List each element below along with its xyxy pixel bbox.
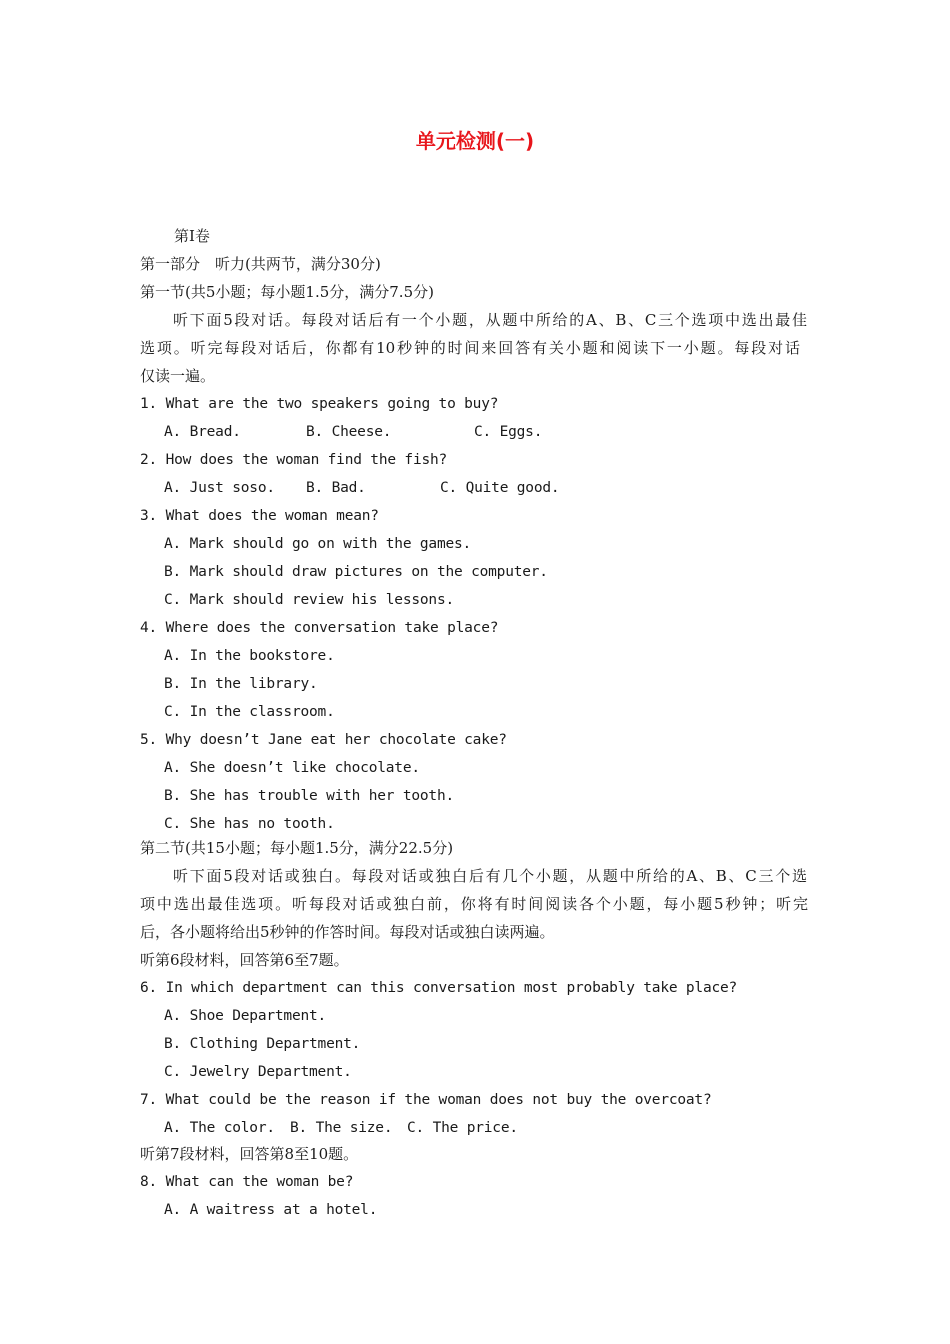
- question-6-option-a: A. Shoe Department.: [164, 1008, 327, 1024]
- question-3-option-b: B. Mark should draw pictures on the computer.: [164, 564, 548, 580]
- part1-heading: 第一部分 听力(共两节，满分30分): [140, 255, 381, 273]
- material-7-label: 听第7段材料，回答第8至10题。: [140, 1145, 359, 1163]
- question-6-option-c: C. Jewelry Department.: [164, 1064, 352, 1080]
- question-5: 5. Why doesn’t Jane eat her chocolate cake?: [140, 732, 507, 748]
- question-4-option-c: C. In the classroom.: [164, 704, 335, 720]
- option-c: C. Quite good.: [440, 480, 560, 496]
- document-title: 单元检测(一): [415, 129, 535, 153]
- option-b: B. Bad.: [306, 480, 366, 496]
- section2-instructions-line1: 听下面5段对话或独白。每段对话或独白后有几个小题，从题中所给的A、B、C三个选: [173, 867, 807, 885]
- section2-instructions-line2: 项中选出最佳选项。听每段对话或独白前，你将有时间阅读各个小题，每小题5秒钟；听完: [140, 895, 808, 913]
- material-6-label: 听第6段材料，回答第6至7题。: [140, 951, 349, 969]
- section2-heading: 第二节(共15小题；每小题1.5分，满分22.5分): [140, 839, 454, 857]
- question-7-options: [164, 1114, 836, 1142]
- question-5-option-c: C. She has no tooth.: [164, 816, 335, 832]
- section1-instructions-line3: 仅读一遍。: [140, 367, 216, 385]
- question-8-option-a: A. A waitress at a hotel.: [164, 1202, 378, 1218]
- question-2: 2. How does the woman find the fish?: [140, 452, 448, 468]
- option-b: B. The size.: [290, 1120, 393, 1136]
- question-3: 3. What does the woman mean?: [140, 508, 379, 524]
- section2-instructions-line3: 后，各小题将给出5秒钟的作答时间。每段对话或独白读两遍。: [140, 923, 555, 941]
- volume-label: 第Ⅰ卷: [174, 227, 210, 245]
- question-5-option-b: B. She has trouble with her tooth.: [164, 788, 455, 804]
- option-a: A. The color.: [164, 1120, 275, 1136]
- option-a: A. Just soso.: [164, 480, 275, 496]
- option-c: C. Eggs.: [474, 424, 543, 440]
- question-6-option-b: B. Clothing Department.: [164, 1036, 361, 1052]
- question-4-option-a: A. In the bookstore.: [164, 648, 335, 664]
- question-4: 4. Where does the conversation take place?: [140, 620, 499, 636]
- question-1-options: [164, 418, 836, 446]
- question-8: 8. What can the woman be?: [140, 1174, 354, 1190]
- question-4-option-b: B. In the library.: [164, 676, 318, 692]
- section1-instructions-line1: 听下面5段对话。每段对话后有一个小题，从题中所给的A、B、C三个选项中选出最佳: [173, 311, 807, 329]
- option-c: C. The price.: [407, 1120, 518, 1136]
- option-a: A. Bread.: [164, 424, 241, 440]
- option-b: B. Cheese.: [306, 424, 392, 440]
- question-2-options: [164, 474, 836, 502]
- question-7: 7. What could be the reason if the woman does not buy the overcoat?: [140, 1092, 712, 1108]
- question-6: 6. In which department can this conversation most probably take place?: [140, 980, 738, 996]
- question-1: 1. What are the two speakers going to buy?: [140, 396, 499, 412]
- question-3-option-a: A. Mark should go on with the games.: [164, 536, 472, 552]
- question-5-option-a: A. She doesn’t like chocolate.: [164, 760, 420, 776]
- question-3-option-c: C. Mark should review his lessons.: [164, 592, 455, 608]
- section1-heading: 第一节(共5小题；每小题1.5分，满分7.5分): [140, 283, 434, 301]
- section1-instructions-line2: 选项。听完每段对话后，你都有10秒钟的时间来回答有关小题和阅读下一小题。每段对话: [140, 339, 800, 357]
